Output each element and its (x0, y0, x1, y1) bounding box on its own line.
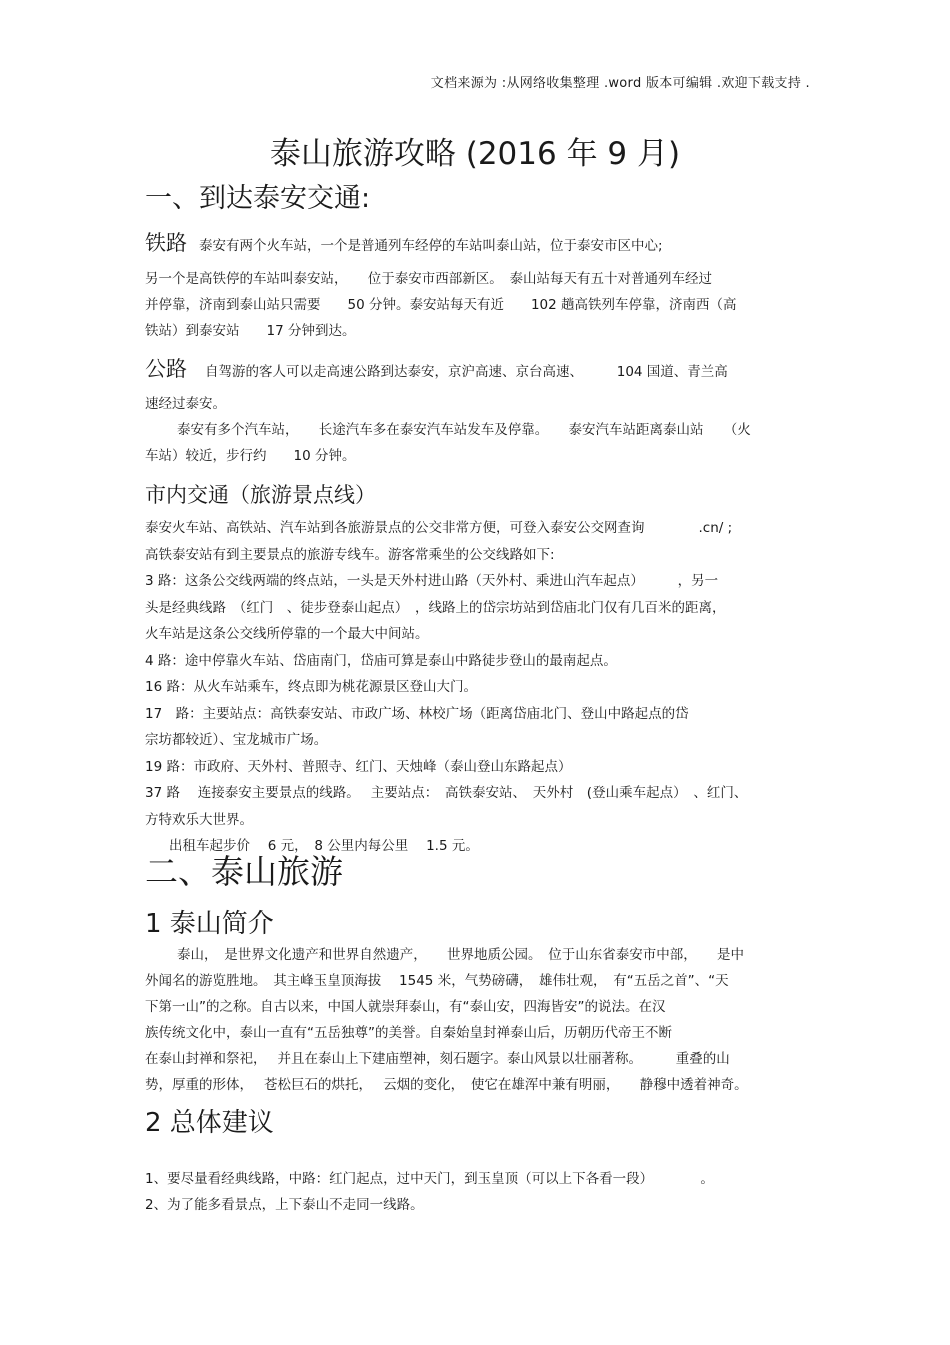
rail-line-1: 铁路 泰安有两个火车站，一个是普通列车经停的车站叫泰山站，位于泰安市区中心; (145, 231, 663, 255)
rail-line-3: 并停靠，济南到泰山站只需要 50 分钟。泰安站每天有近 102 趟高铁列车停靠，济南西（高 (145, 297, 737, 313)
city-line-2: 高铁泰安站有到主要景点的旅游专线车。游客常乘坐的公交线路如下: (145, 546, 555, 563)
city-line-4: 头是经典线路 （红门 、徒步登泰山起点） ，线路上的岱宗坊站到岱庙北门仅有几百米的距离， (145, 599, 726, 616)
city-transport-paragraph (145, 515, 815, 860)
city-transport-heading: 市内交通（旅游景点线） (145, 483, 376, 507)
city-line-11: 37 路 连接泰安主要景点的线路。 主要站点： 高铁泰安站、 天外村 (登山乘车起点） 、红门、 (145, 785, 748, 801)
city-line-1: 泰安火车站、高铁站、汽车站到各旅游景点的公交非常方便，可登入泰安公交网查询 .cn/ ; (145, 520, 733, 536)
advice-heading: 2 总体建议 (145, 1108, 274, 1138)
advice-line-2: 2、为了能多看景点，上下泰山不走同一线路。 (145, 1197, 424, 1213)
rail-line-4: 铁站）到泰安站 17 分钟到达。 (145, 323, 356, 339)
intro-line-1: 泰山， 是世界文化遗产和世界自然遗产， 世界地质公园。 位于山东省泰安市中部， 是中 (177, 947, 744, 963)
rail-label: 铁路 (145, 231, 187, 255)
road-line-3: 泰安有多个汽车站， 长途汽车多在泰安汽车站发车及停靠。 泰安汽车站距离泰山站 （火 (177, 422, 751, 438)
city-line-10: 19 路：市政府、天外村、普照寺、红门、天烛峰（泰山登山东路起点） (145, 758, 572, 775)
intro-line-2: 外闻名的游览胜地。 其主峰玉皇顶海拔 1545 米，气势磅礴， 雄伟壮观， 有“五岳之首”、“天 (145, 973, 729, 989)
intro-line-5: 在泰山封禅和祭祀， 并且在泰山上下建庙塑神，刻石题字。泰山风景以壮丽著称。 重叠的山 (145, 1051, 730, 1067)
rail-paragraph (145, 230, 815, 259)
intro-line-4: 族传统文化中，泰山一直有“五岳独尊”的美誉。自秦始皇封禅泰山后，历朝历代帝王不断 (145, 1025, 672, 1041)
city-line-12: 方特欢乐大世界。 (145, 811, 253, 828)
city-line-13: 出租车起步价 6 元， 8 公里内每公里 1.5 元。 (169, 838, 479, 854)
road-label: 公路 (145, 357, 187, 381)
city-line-6: 4 路：途中停靠火车站、岱庙南门，岱庙可算是泰山中路徒步登山的最南起点。 (145, 652, 617, 669)
rail-paragraph-cont (145, 266, 815, 344)
city-line-8: 17 路：主要站点：高铁泰安站、市政广场、林校广场（距离岱庙北门、登山中路起点的岱 (145, 705, 689, 722)
city-line-7: 16 路：从火车站乘车，终点即为桃花源景区登山大门。 (145, 679, 477, 695)
road-line-1: 公路 自驾游的客人可以走高速公路到达泰安，京沪高速、京台高速、 104 国道、青兰高 (145, 357, 728, 381)
road-paragraph-cont (145, 391, 815, 469)
city-line-3: 3 路：这条公交线两端的终点站，一头是天外村进山路（天外村、乘进山汽车起点） ，另一 (145, 573, 719, 589)
section2-heading: 二、泰山旅游 (145, 852, 343, 891)
city-line-5: 火车站是这条公交线所停靠的一个最大中间站。 (145, 626, 429, 642)
page-title: 泰山旅游攻略 (2016 年 9 月) (269, 136, 681, 172)
intro-line-3: 下第一山”的之称。自古以来，中国人就崇拜泰山，有“泰山安，四海皆安”的说法。在汉 (145, 999, 666, 1015)
road-line-2: 速经过泰安。 (145, 396, 226, 412)
intro-heading: 1 泰山简介 (145, 909, 274, 939)
header-note: 文档来源为 :从网络收集整理 .word 版本可编辑 .欢迎下载支持 . (430, 76, 810, 91)
section1-heading: 一、到达泰安交通: (145, 183, 371, 214)
intro-line-6: 势，厚重的形体， 苍松巨石的烘托， 云烟的变化， 使它在雄浑中兼有明丽， 静穆中透着神奇。 (145, 1077, 748, 1093)
road-line-4: 车站）较近，步行约 10 分钟。 (145, 448, 356, 464)
advice-line-1: 1、要尽量看经典线路，中路：红门起点，过中天门，到玉皇顶（可以上下各看一段） 。 (145, 1171, 714, 1187)
city-line-9: 宗坊都较近）、宝龙城市广场。 (145, 732, 328, 748)
intro-paragraph (145, 942, 815, 1098)
advice-paragraph (145, 1166, 815, 1218)
rail-line-2: 另一个是高铁停的车站叫泰安站， 位于泰安市西部新区。 泰山站每天有五十对普通列车经过 (145, 271, 712, 287)
road-paragraph (145, 356, 815, 385)
